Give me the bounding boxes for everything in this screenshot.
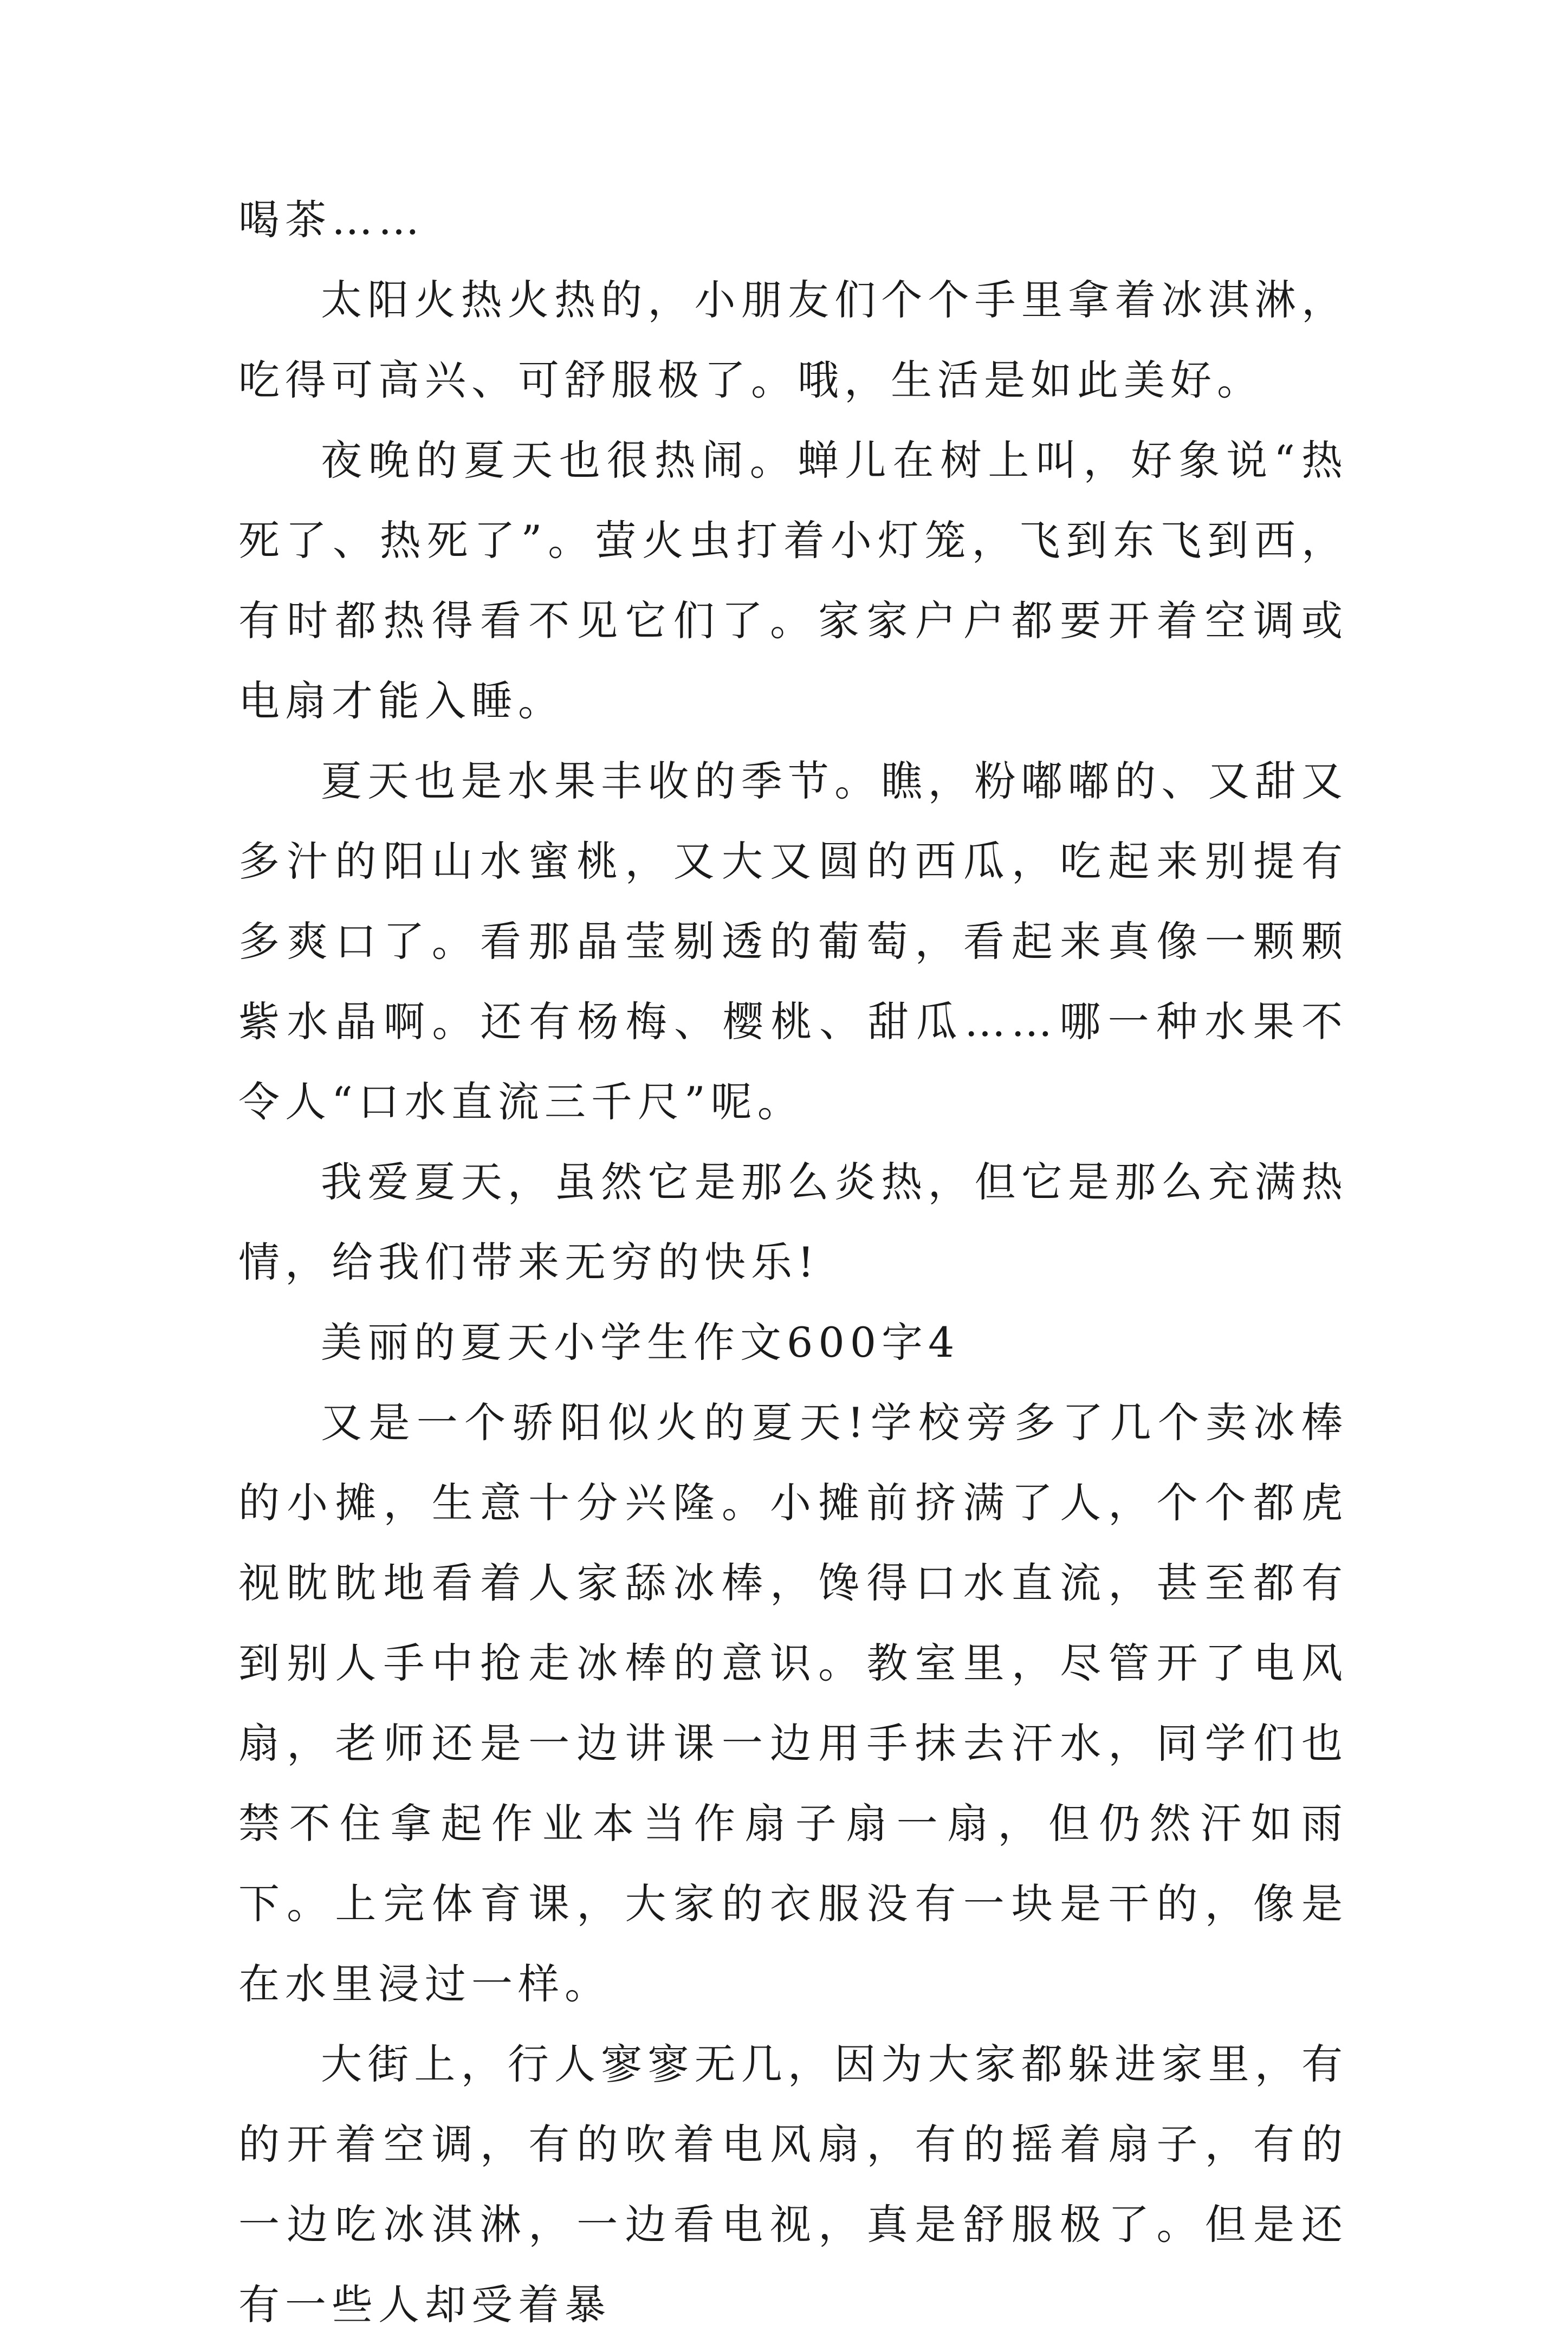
- paragraph-street: 大街上，行人寥寥无几，因为大家都躲进家里，有的开着空调，有的吹着电风扇，有的摇着扇子，有的一边吃冰淇淋，一边看电视，真是舒服极了。但是还有一些人却受着暴: [238, 2040, 1348, 2329]
- paragraph-summer-fruits: 夏天也是水果丰收的季节。瞧，粉嘟嘟的、又甜又多汁的阳山水蜜桃，又大又圆的西瓜，吃起来别提有多爽口了。看那晶莹剔透的葡萄，看起来真像一颗颗紫水晶啊。还有杨梅、樱桃、甜瓜……哪一种水果不令人“口水直流三千尺”呢。: [238, 757, 1348, 1126]
- document-body: [238, 180, 1348, 2345]
- paragraph-school-heat: 又是一个骄阳似火的夏天!学校旁多了几个卖冰棒的小摊，生意十分兴隆。小摊前挤满了人，个个都虎视眈眈地看着人家舔冰棒，馋得口水直流，甚至都有到别人手中抢走冰棒的意识。教室里，尽管开了电风扇，老师还是一边讲课一边用手抹去汗水，同学们也禁不住拿起作业本当作扇子扇一扇，但仍然汗如雨下。上完体育课，大家的衣服没有一块是干的，像是在水里浸过一样。: [238, 1398, 1348, 2008]
- paragraph-summer-night: 夜晚的夏天也很热闹。蝉儿在树上叫，好象说“热死了、热死了”。萤火虫打着小灯笼，飞到东飞到西，有时都热得看不见它们了。家家户户都要开着空调或电扇才能入睡。: [238, 436, 1348, 725]
- paragraph-continuation: 喝茶……: [238, 196, 425, 244]
- paragraph-sun-ice-cream: 太阳火热火热的，小朋友们个个手里拿着冰淇淋，吃得可高兴、可舒服极了。哦，生活是如此美好。: [238, 276, 1348, 404]
- essay-title: 美丽的夏天小学生作文600字4: [321, 1318, 960, 1366]
- paragraph-love-summer: 我爱夏天，虽然它是那么炎热，但它是那么充满热情，给我们带来无穷的快乐!: [238, 1158, 1348, 1286]
